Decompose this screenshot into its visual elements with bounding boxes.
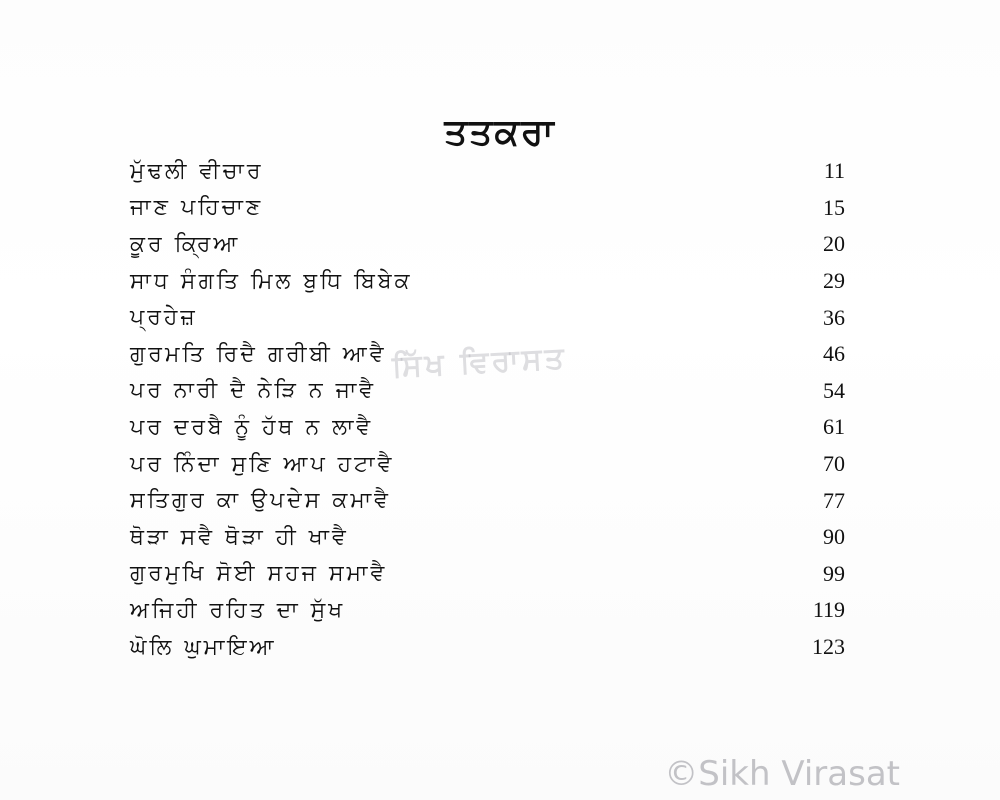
toc-entry-label: ਪ੍ਰਹੇਜ਼ [130,305,198,331]
toc-entry [130,153,845,190]
toc-entry-page: 61 [823,414,845,440]
toc-entry-page: 99 [823,560,845,586]
toc-entry-label: ਕੂਰ ਕ੍ਰਿਆ [130,231,241,257]
toc-entry-label: ਪਰ ਦਰਬੈ ਨੂੰ ਹੱਥ ਨ ਲਾਵੈ [130,414,374,440]
toc-entry [130,336,845,373]
toc-entry-label: ਥੋੜਾ ਸਵੈ ਥੋੜਾ ਹੀ ਖਾਵੈ [130,524,349,550]
toc-entry-label: ਪਰ ਨਿੰਦਾ ਸੁਣਿ ਆਪ ਹਟਾਵੈ [130,451,395,477]
toc-entry [130,629,845,666]
toc-entry-label: ਘੋਲਿ ਘੁਮਾਇਆ [130,634,277,660]
toc-entry [130,190,845,227]
toc-title: ਤਤਕਰਾ [444,112,556,154]
watermark-text: ਸਿੱਖ ਵਿਰਾਸਤ [391,340,568,385]
toc-entry [130,299,845,336]
toc-entry-page: 77 [823,487,845,513]
toc-entry-label: ਸਾਧ ਸੰਗਤਿ ਮਿਲ ਬੁਧਿ ਬਿਬੇਕ [130,268,413,294]
toc-entry-page: 29 [823,268,845,294]
toc-entry-label: ਪਰ ਨਾਰੀ ਦੈ ਨੇੜਿ ਨ ਜਾਵੈ [130,378,377,404]
toc-entry-page: 46 [823,341,845,367]
toc-entry [130,446,845,483]
toc-entry-label: ਜਾਣ ਪਹਿਚਾਣ [130,195,264,221]
toc-entry [130,519,845,556]
toc-entry-page: 36 [823,304,845,330]
toc-entry [130,409,845,446]
toc-entry [130,226,845,263]
toc-entry-label: ਗੁਰਮੁਖਿ ਸੋਈ ਸਹਜ ਸਮਾਵੈ [130,561,388,587]
toc-entry [130,556,845,593]
toc-entry-page: 11 [823,158,845,184]
toc-entry-page: 15 [823,194,845,220]
toc-entry-label: ਅਜਿਹੀ ਰਹਿਤ ਦਾ ਸੁੱਖ [130,597,346,623]
toc-entry [130,263,845,300]
toc-entry-label: ਗੁਰਮਤਿ ਰਿਦੈ ਗਰੀਬੀ ਆਵੈ [130,341,387,367]
toc-entry-page: 123 [812,634,845,660]
toc-entry-page: 20 [823,231,845,257]
toc-entry-page: 119 [812,597,845,623]
toc-entry-label: ਸਤਿਗੁਰ ਕਾ ਉਪਦੇਸ ਕਮਾਵੈ [130,488,391,514]
toc-entry-label: ਮੁੱਢਲੀ ਵੀਚਾਰ [130,158,264,184]
toc-entry [130,592,845,629]
toc-entry [130,373,845,410]
toc-entry [130,482,845,519]
copyright-watermark: ©Sikh Virasat [664,754,900,794]
toc-entry-page: 90 [823,524,845,550]
toc-entry-page: 54 [823,377,845,403]
toc-entry-page: 70 [823,451,845,477]
table-of-contents [130,153,845,665]
